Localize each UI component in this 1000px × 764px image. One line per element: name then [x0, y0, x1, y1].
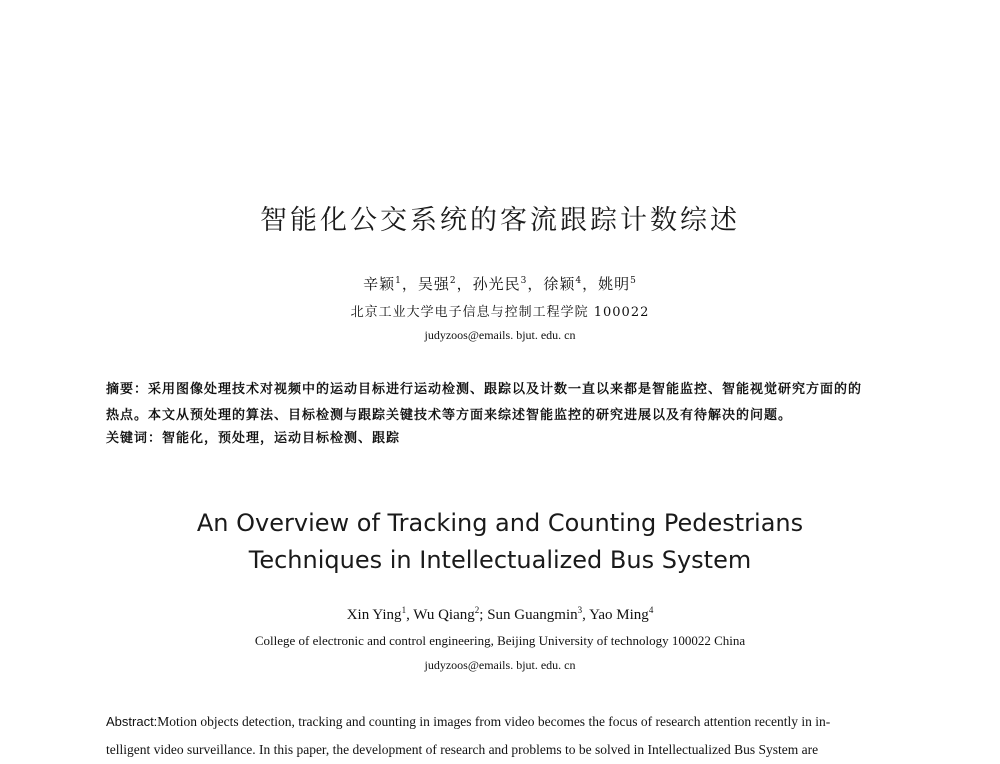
chinese-abstract-line: 摘要：采用图像处理技术对视频中的运动目标进行运动检测、跟踪以及计数一直以来都是智能监控、智能视觉研究方面的的 [106, 382, 863, 397]
chinese-authors: 辛颖$^1$，吴强$^2$，孙光民$^3$，徐颖$^4$，姚明$^5$ [363, 275, 637, 293]
abstract-text: Motion objects detection, tracking and counting in images from video becomes the focus of research attention recently in in- [157, 714, 831, 729]
author-name: 徐颖 [543, 275, 576, 293]
author-affiliation-mark: 4 [648, 605, 654, 615]
chinese-title: 智能化公交系统的客流跟踪计数综述 [260, 205, 740, 236]
author-name: 吴强 [417, 275, 450, 293]
author-affiliation-mark: 2 [449, 276, 457, 286]
author-name: 姚明 [598, 275, 631, 293]
abstract-label: Abstract: [106, 714, 158, 729]
author-affiliation-mark: 3 [520, 276, 528, 286]
english-abstract [106, 708, 918, 764]
author-affiliation-mark: 2 [474, 605, 480, 615]
chinese-abstract-line: 热点。本文从预处理的算法、目标检测与跟踪关键技术等方面来综述智能监控的研究进展以及有待解决的问题。 [106, 408, 793, 423]
chinese-email: judyzoos@emails. bjut. edu. cn [424, 328, 576, 342]
author-name: Sun Guangmin [487, 607, 578, 623]
english-title [0, 505, 1000, 579]
english-title-line: Techniques in Intellectualized Bus System [248, 546, 752, 574]
author-affiliation-mark: 5 [630, 276, 637, 286]
english-abstract-line: telligent video surveillance. In this paper, the development of research and problems to be solved in Intellectualized Bus System are [106, 742, 819, 757]
author-affiliation-mark: 1 [401, 605, 407, 615]
author-name: Yao Ming [589, 607, 649, 623]
english-affiliation: College of electronic and control engineering, Beijing University of technology 100022 China [254, 633, 746, 648]
author-name: Xin Ying [346, 607, 402, 623]
english-authors: Xin Ying$^1$, Wu Qiang$^2$; Sun Guangmin$^3$, Yao Ming$^4$ [346, 605, 654, 623]
chinese-keywords: 关键词：智能化，预处理，运动目标检测、跟踪 [106, 431, 401, 446]
author-name: 辛颖 [363, 275, 396, 293]
author-name: Wu Qiang [413, 607, 475, 623]
author-affiliation-mark: 3 [577, 605, 583, 615]
author-affiliation-mark: 1 [395, 276, 402, 286]
author-affiliation-mark: 4 [575, 276, 583, 286]
author-name: 孙光民 [472, 275, 521, 293]
english-abstract-line [106, 708, 918, 736]
chinese-abstract [106, 377, 922, 429]
english-email: judyzoos@emails. bjut. edu. cn [424, 658, 576, 672]
english-title-line: An Overview of Tracking and Counting Pedestrians [196, 509, 804, 537]
chinese-affiliation: 北京工业大学电子信息与控制工程学院 100022 [350, 305, 650, 320]
